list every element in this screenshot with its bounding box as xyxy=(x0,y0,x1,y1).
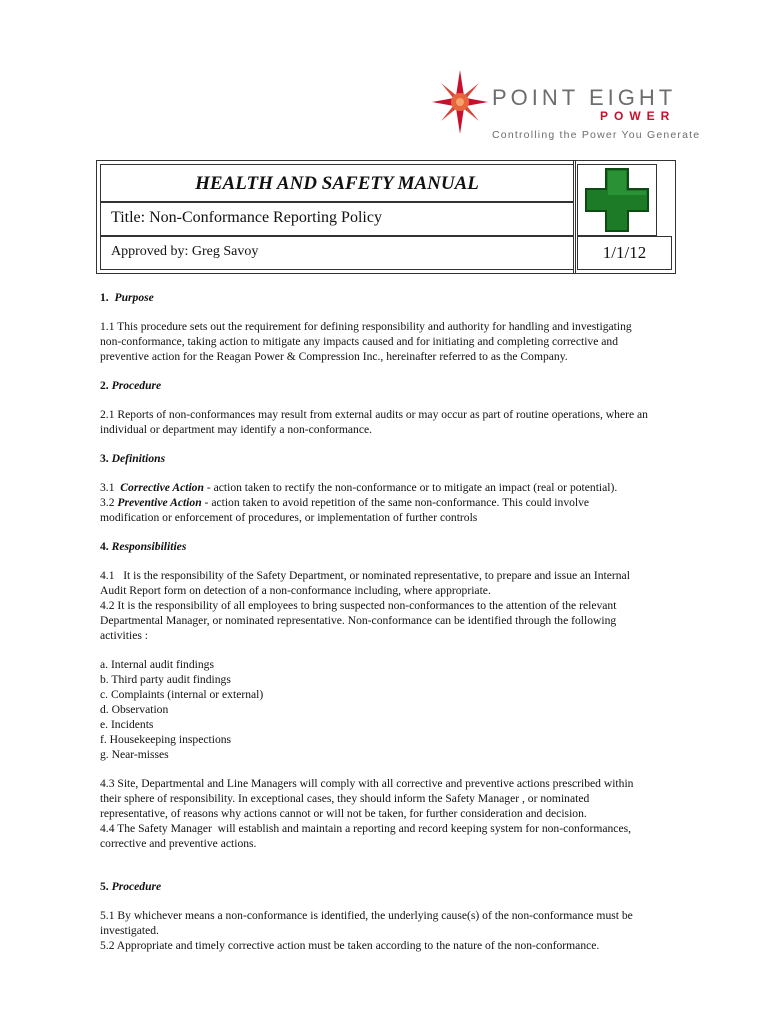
definition-continuation: modification or enforcement of procedures, or implementation of further controls xyxy=(100,511,478,524)
activity-list xyxy=(100,657,700,762)
responsibility-line: 4.3 Site, Departmental and Line Managers will comply with all corrective and preventive actions prescribed within xyxy=(100,777,634,790)
heading-text: Procedure xyxy=(111,379,162,392)
responsibility-line: 4.2 It is the responsibility of all employees to bring suspected non-conformances to the attention of the relevant xyxy=(100,599,617,612)
doc-title-cell xyxy=(100,202,574,236)
definition-text: - action taken to rectify the non-conformance or to mitigate an impact (real or potential). xyxy=(203,481,618,494)
responsibility-line: activities : xyxy=(100,629,148,642)
list-item: d. Observation xyxy=(100,703,169,716)
section-heading-purpose xyxy=(100,290,700,305)
manual-title-cell xyxy=(100,164,574,202)
section-heading-definitions xyxy=(100,451,700,466)
definition-text: - action taken to avoid repetition of the same non-conformance. This could involve xyxy=(201,496,590,509)
list-item: c. Complaints (internal or external) xyxy=(100,688,264,701)
list-item: e. Incidents xyxy=(100,718,154,731)
heading-number: 2. xyxy=(100,379,109,392)
heading-text: Responsibilities xyxy=(111,540,187,553)
purpose-line: non-conformance, taking action to mitigate any impacts caused and for initiating and completing corrective and xyxy=(100,335,618,348)
definition-number: 3.1 xyxy=(100,481,115,494)
responsibility-line: Audit Report form on detection of a non-conformance including, where appropriate. xyxy=(100,584,491,597)
heading-text: Definitions xyxy=(111,452,166,465)
approved-by: Approved by: Greg Savoy xyxy=(111,244,259,259)
section-heading-procedure5 xyxy=(100,879,700,894)
heading-number: 5. xyxy=(100,880,109,893)
responsibility-line: 4.4 The Safety Manager will establish and maintain a reporting and record keeping system for non-conformances, xyxy=(100,822,632,835)
heading-text: Procedure xyxy=(111,880,162,893)
purpose-line: 1.1 This procedure sets out the requirement for defining responsibility and authority for handling and investigating xyxy=(100,320,632,333)
definition-term: Corrective Action xyxy=(120,481,204,494)
procedure5-line: investigated. xyxy=(100,924,159,937)
heading-number: 1. xyxy=(100,291,109,304)
green-cross-icon xyxy=(578,165,656,235)
manual-title: HEALTH AND SAFETY MANUAL xyxy=(195,173,479,194)
list-item: g. Near-misses xyxy=(100,748,169,761)
procedure5-line: 5.2 Appropriate and timely corrective action must be taken according to the nature of the non-conformance. xyxy=(100,939,600,952)
approved-by-cell xyxy=(100,236,574,270)
responsibility-line: corrective and preventive actions. xyxy=(100,837,257,850)
procedure-line: 2.1 Reports of non-conformances may result from external audits or may occur as part of routine operations, where an xyxy=(100,408,648,421)
responsibility-line: their sphere of responsibility. In exceptional cases, they should inform the Safety Manager , or nominated xyxy=(100,792,590,805)
heading-text: Purpose xyxy=(114,291,154,304)
definition-term: Preventive Action xyxy=(117,496,202,509)
date-cell xyxy=(577,236,672,270)
section-heading-responsibilities xyxy=(100,539,700,554)
heading-number: 3. xyxy=(100,452,109,465)
list-item: b. Third party audit findings xyxy=(100,673,231,686)
list-item: a. Internal audit findings xyxy=(100,658,214,671)
procedure-line: individual or department may identify a non-conformance. xyxy=(100,423,373,436)
logo-brand-line1: POINT EIGHT xyxy=(492,85,677,110)
definition-corrective xyxy=(100,480,700,495)
responsibility-line: representative, of reasons why actions cannot or will not be taken, for further consideration and decision. xyxy=(100,807,587,820)
responsibility-line: 4.1 It is the responsibility of the Safety Department, or nominated representative, to prepare and issue an Internal xyxy=(100,569,630,582)
definition-number: 3.2 xyxy=(100,496,115,509)
star-burst-icon xyxy=(432,68,492,138)
document-body xyxy=(100,290,700,953)
company-logo xyxy=(432,68,702,148)
logo-brand-line2: POWER xyxy=(600,109,676,123)
responsibility-line: Departmental Manager, or nominated representative. Non-conformance can be identified through the following xyxy=(100,614,617,627)
issue-date: 1/1/12 xyxy=(602,243,647,262)
section-heading-procedure xyxy=(100,378,700,393)
procedure5-line: 5.1 By whichever means a non-conformance is identified, the underlying cause(s) of the non-conformance must be xyxy=(100,909,633,922)
cross-cell xyxy=(577,164,657,236)
heading-number: 4. xyxy=(100,540,109,553)
logo-tagline: Controlling the Power You Generate xyxy=(492,129,701,141)
doc-title: Title: Non-Conformance Reporting Policy xyxy=(111,209,382,226)
list-item: f. Housekeeping inspections xyxy=(100,733,232,746)
purpose-line: preventive action for the Reagan Power & Compression Inc., hereinafter referred to as the Company. xyxy=(100,350,568,363)
definition-preventive xyxy=(100,495,700,510)
